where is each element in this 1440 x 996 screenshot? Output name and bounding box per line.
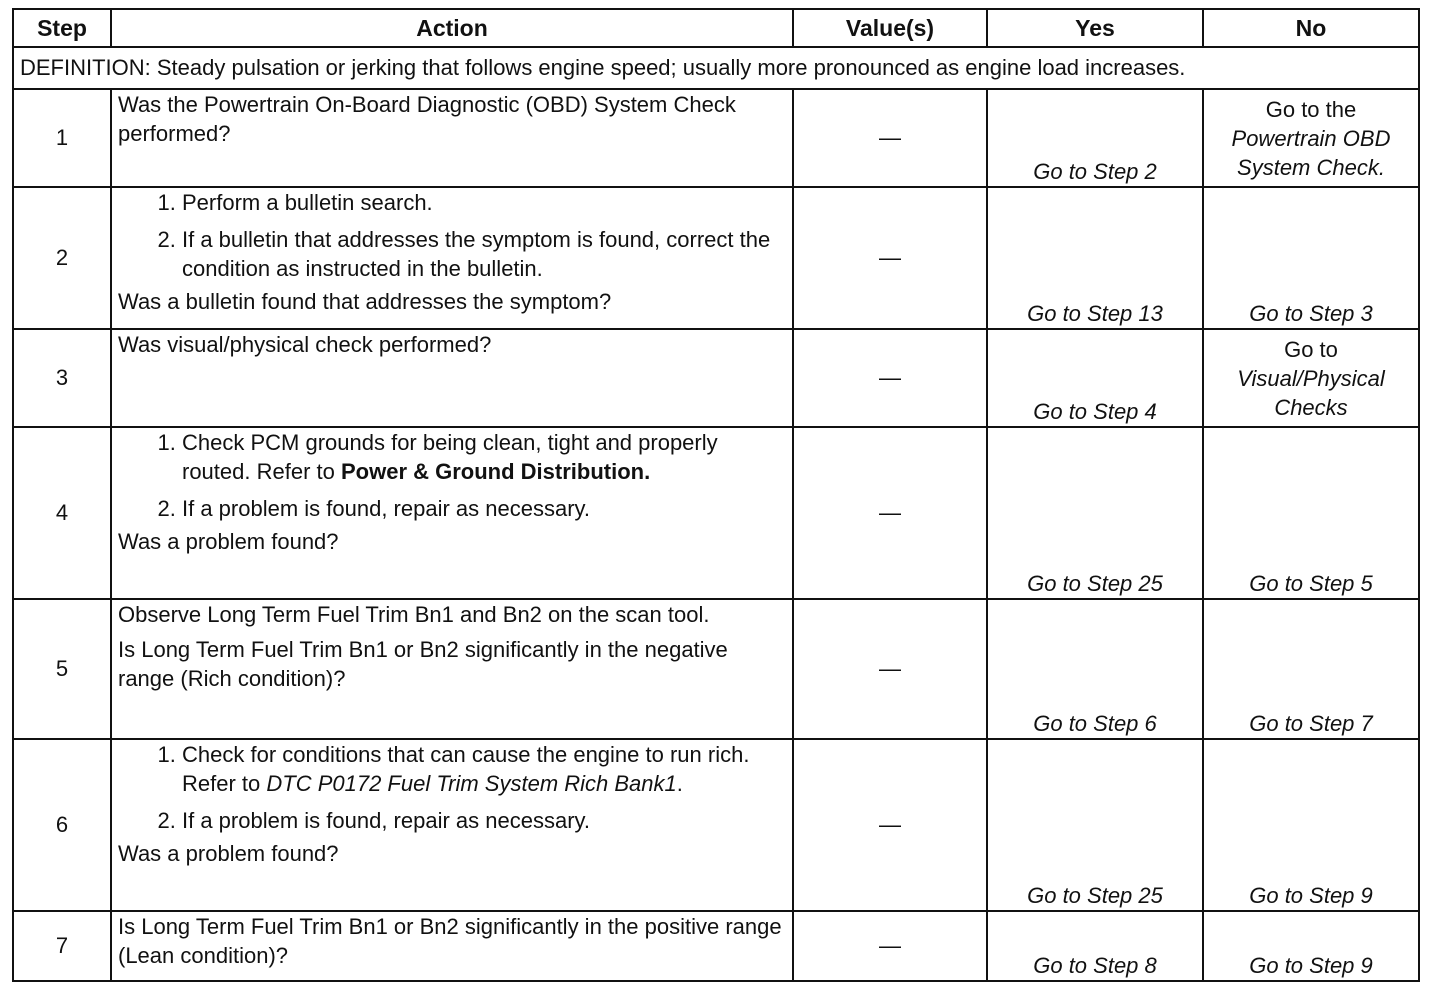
yes-cell: Go to Step 25 <box>987 739 1203 911</box>
action-question: Is Long Term Fuel Trim Bn1 or Bn2 significantly in the negative range (Rich condition)? <box>118 637 728 691</box>
step-number: 4 <box>13 427 111 599</box>
action-steps <box>118 188 786 283</box>
header-step: Step <box>13 9 111 47</box>
header-yes: Yes <box>987 9 1203 47</box>
table-row <box>13 187 1419 329</box>
diagnostic-table <box>12 8 1420 982</box>
action-steps <box>118 428 786 523</box>
step-number: 6 <box>13 739 111 911</box>
action-step: 2. If a problem is found, repair as necessary. <box>182 494 786 523</box>
action-question: Was a bulletin found that addresses the symptom? <box>118 289 612 314</box>
action-cell <box>111 89 793 187</box>
table-row <box>13 599 1419 739</box>
value-cell: — <box>793 911 987 981</box>
action-step <box>182 428 786 486</box>
no-cell: Go to Step 3 <box>1203 187 1419 329</box>
table-row <box>13 739 1419 911</box>
action-question: Is Long Term Fuel Trim Bn1 or Bn2 significantly in the positive range (Lean condition)? <box>118 914 782 968</box>
value-cell: — <box>793 89 987 187</box>
header-values: Value(s) <box>793 9 987 47</box>
step-number: 1 <box>13 89 111 187</box>
value-cell: — <box>793 739 987 911</box>
action-step: 2. If a bulletin that addresses the symptom is found, correct the condition as instructed in the bulletin. <box>182 225 786 283</box>
no-cell: Go to Step 7 <box>1203 599 1419 739</box>
action-question: Was the Powertrain On-Board Diagnostic (OBD) System Check performed? <box>118 92 736 146</box>
header-no: No <box>1203 9 1419 47</box>
yes-cell: Go to Step 2 <box>987 89 1203 187</box>
header-action: Action <box>111 9 793 47</box>
action-cell <box>111 739 793 911</box>
no-reference: Powertrain OBD System Check. <box>1231 126 1391 180</box>
step-number: 3 <box>13 329 111 427</box>
yes-cell: Go to Step 8 <box>987 911 1203 981</box>
action-cell <box>111 911 793 981</box>
no-cell <box>1203 329 1419 427</box>
action-cell <box>111 599 793 739</box>
reference-link: DTC P0172 Fuel Trim System Rich Bank1 <box>266 771 677 796</box>
no-prefix: Go to <box>1284 337 1338 362</box>
yes-cell: Go to Step 13 <box>987 187 1203 329</box>
reference-link: Power & Ground Distribution. <box>340 459 651 484</box>
header-row <box>13 9 1419 47</box>
action-question: Was visual/physical check performed? <box>118 332 492 357</box>
action-step: 2. If a problem is found, repair as necessary. <box>182 806 786 835</box>
action-steps <box>118 740 786 835</box>
no-cell: Go to Step 9 <box>1203 739 1419 911</box>
action-cell <box>111 187 793 329</box>
step-number: 7 <box>13 911 111 981</box>
value-cell: — <box>793 599 987 739</box>
action-question: Was a problem found? <box>118 529 339 554</box>
action-step-text: Check for conditions that can cause the engine to run rich. Refer to <box>182 742 750 796</box>
definition-row <box>13 47 1419 89</box>
action-step: 1. Perform a bulletin search. <box>182 188 786 217</box>
step-number: 2 <box>13 187 111 329</box>
table-row <box>13 427 1419 599</box>
no-cell <box>1203 89 1419 187</box>
action-cell <box>111 329 793 427</box>
action-step-end: . <box>676 771 683 796</box>
value-cell: — <box>793 187 987 329</box>
action-cell <box>111 427 793 599</box>
value-cell: — <box>793 329 987 427</box>
action-step-text: Check PCM grounds for being clean, tight and properly routed. Refer to <box>182 430 718 484</box>
step-number: 5 <box>13 599 111 739</box>
no-prefix: Go to the <box>1265 97 1357 122</box>
action-step <box>182 740 786 798</box>
table-row <box>13 911 1419 981</box>
action-question: Was a problem found? <box>118 841 339 866</box>
table-row <box>13 89 1419 187</box>
yes-cell: Go to Step 25 <box>987 427 1203 599</box>
no-reference: Visual/Physical Checks <box>1237 366 1385 420</box>
value-cell: — <box>793 427 987 599</box>
table-row <box>13 329 1419 427</box>
no-cell: Go to Step 5 <box>1203 427 1419 599</box>
yes-cell: Go to Step 6 <box>987 599 1203 739</box>
action-instruction: Observe Long Term Fuel Trim Bn1 and Bn2 on the scan tool. <box>118 602 710 627</box>
no-cell: Go to Step 9 <box>1203 911 1419 981</box>
yes-cell: Go to Step 4 <box>987 329 1203 427</box>
definition-text: DEFINITION: Steady pulsation or jerking that follows engine speed; usually more pronounced as engine load increases. <box>13 47 1419 89</box>
